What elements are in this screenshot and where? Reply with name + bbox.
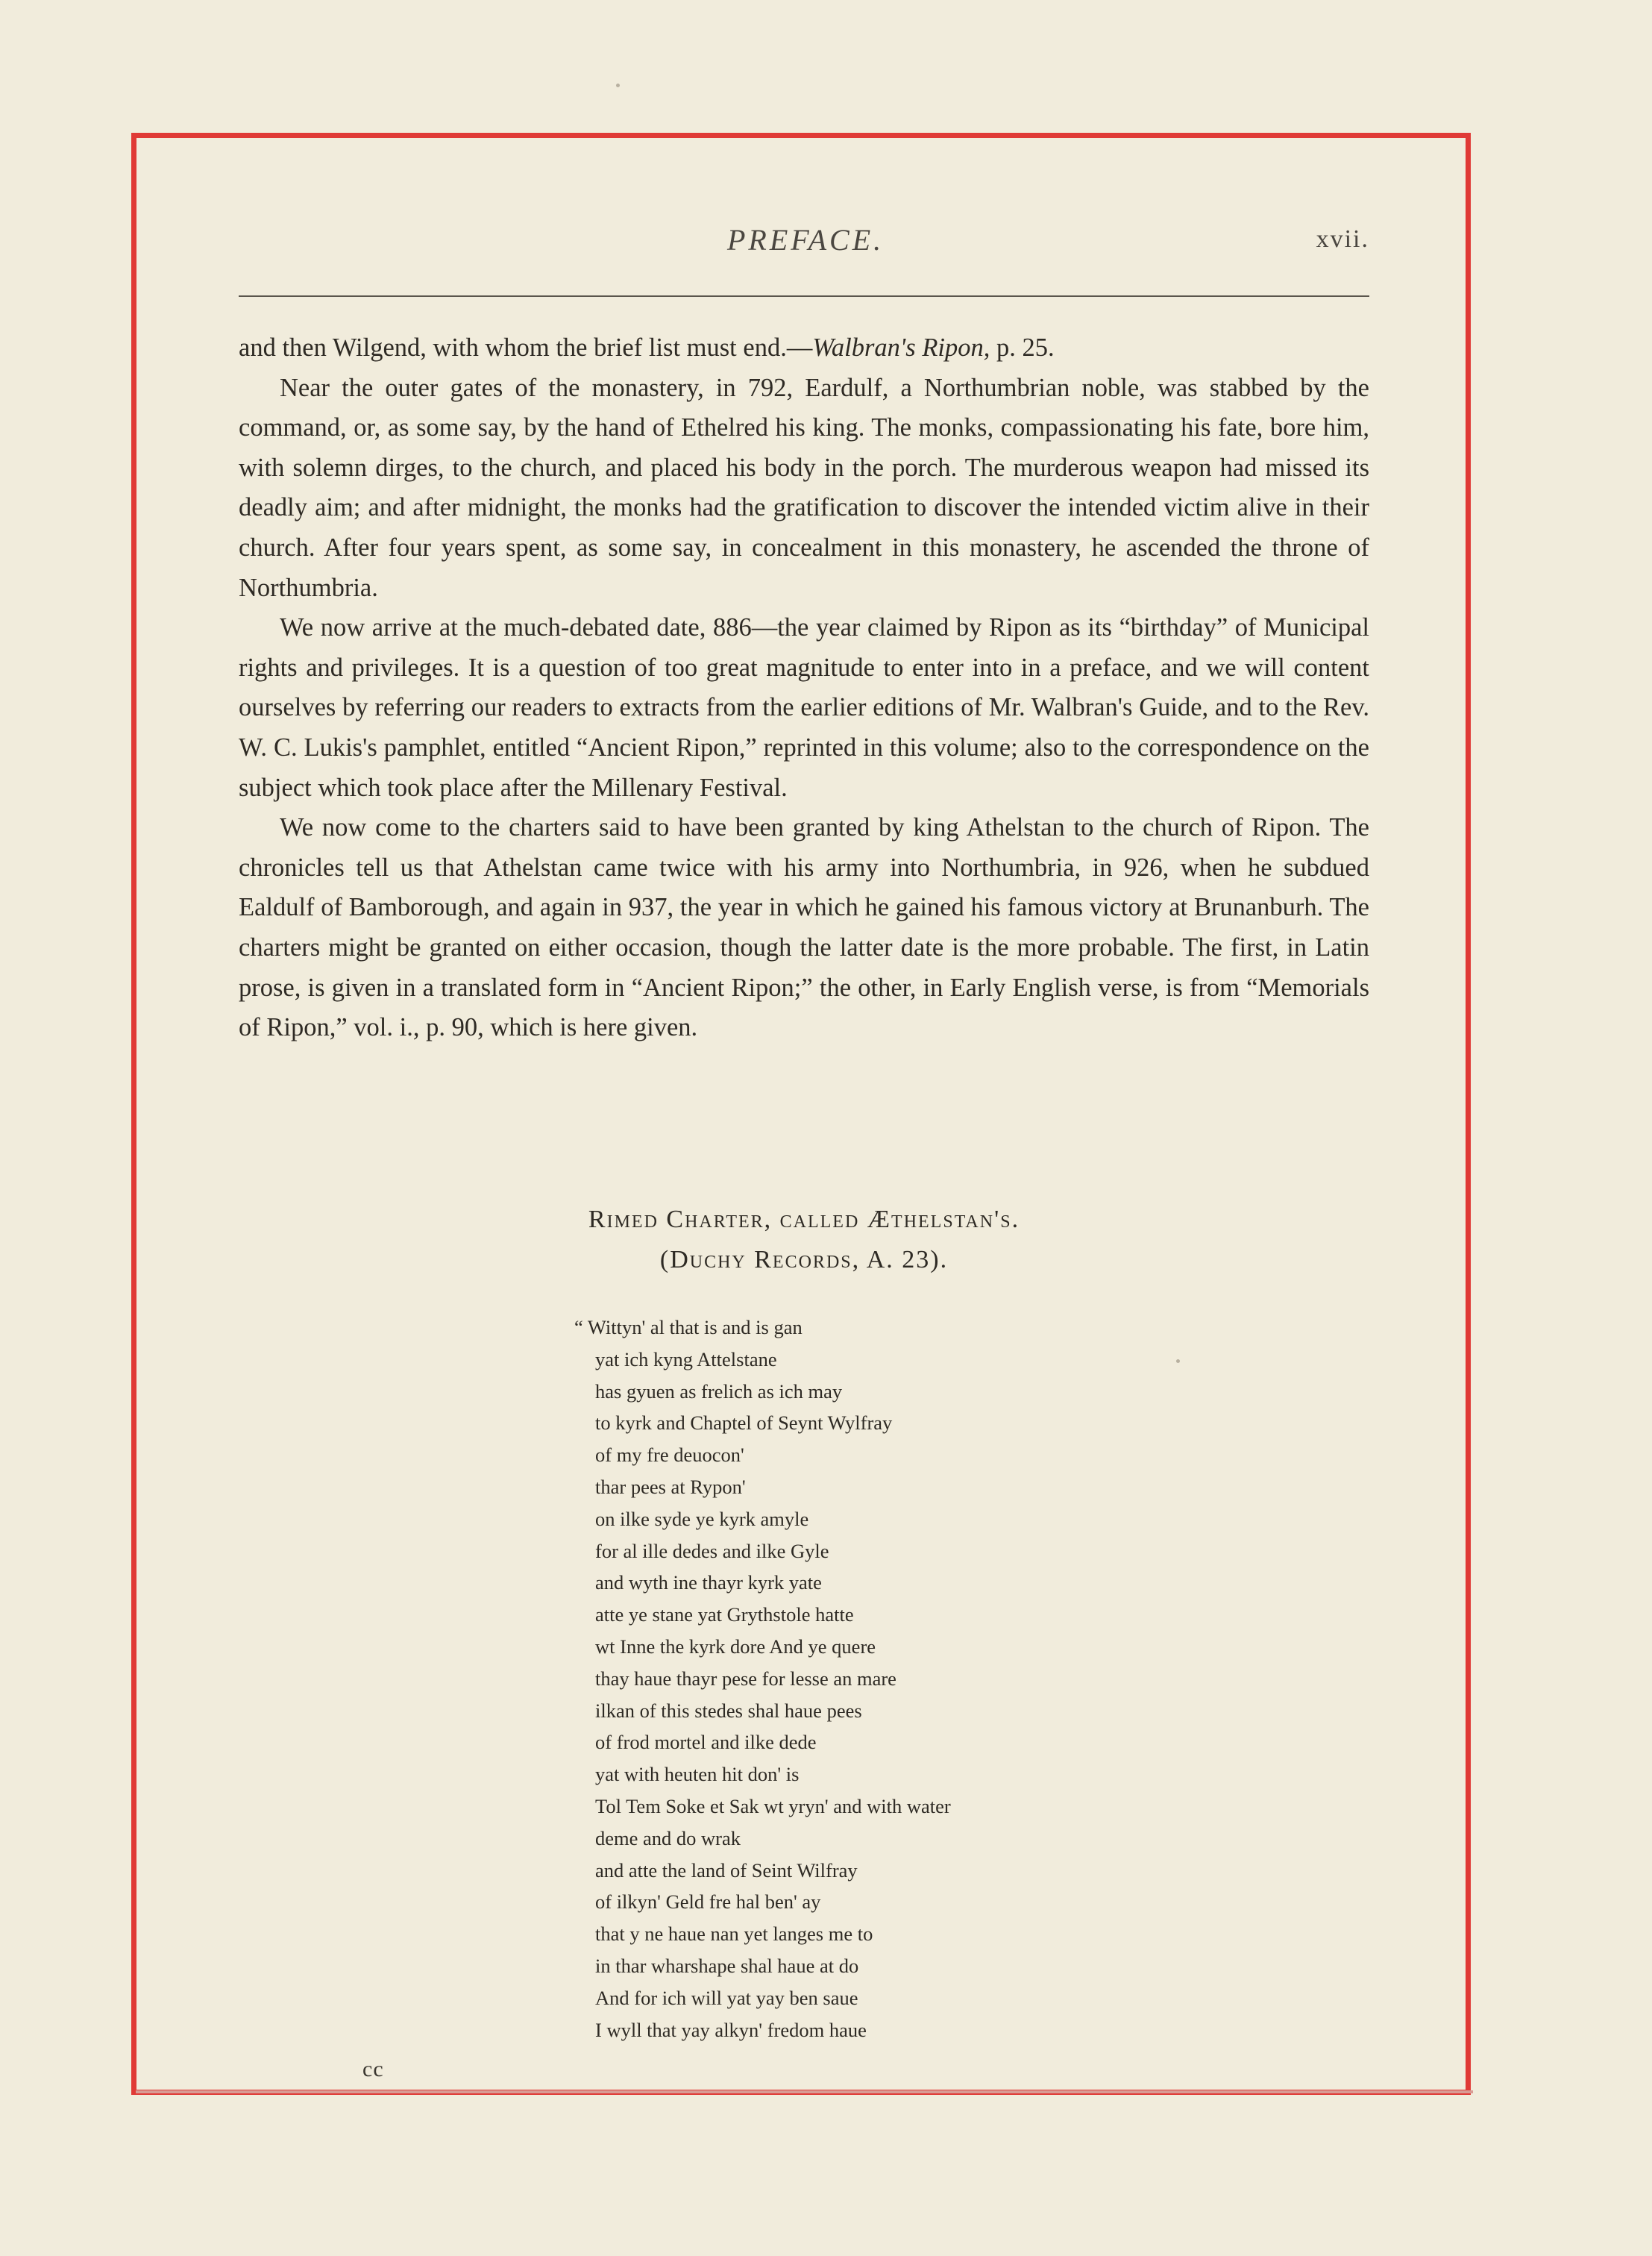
verse-line: yat with heuten hit don' is xyxy=(595,1763,800,1786)
verse-line: I wyll that yay alkyn' fredom haue xyxy=(595,2018,867,2041)
signature-mark: cc xyxy=(362,2057,384,2081)
verse-line: in thar wharshape shal haue at do xyxy=(595,1954,859,1977)
verse-line: has gyuen as frelich as ich may xyxy=(595,1379,843,1403)
verse-line: and wyth ine thayr kyrk yate xyxy=(595,1571,822,1594)
verse-line: on ilke syde ye kyrk amyle xyxy=(595,1507,809,1530)
paragraph-lead: and then Wilgend, with whom the brief list must end.— xyxy=(239,333,813,362)
paragraph-886: We now arrive at the much-debated date, 886—the year claimed by Ripon as its “birthday” of Municipal rights and privileges. It is a question of too great magnitude to enter into in a preface, and we will content ourselves by referring our readers to extracts from the earlier editions of Mr. Walbran's Guide, and to the Rev. W. C. Lukis's pamphlet, entitled “Ancient Ripon,” reprinted in this volume; also to the correspondence on the subject which took place after the Millenary Festival. xyxy=(239,613,1369,802)
verse-line: And for ich will yat yay ben saue xyxy=(595,1986,858,2009)
paragraph-athelstan: We now come to the charters said to have been granted by king Athelstan to the church of Ripon. The chronicles tell us that Athelstan came twice with his army into Northumbria, in 926, when he subdued Ealdulf of Bamborough, and again in 937, the year in which he gained his famous victory at Brunanburh. The charters might be granted on either occasion, though the latter date is the more probable. The first, in Latin prose, is given in a translated form in “Ancient Ripon;” the other, in Early English verse, is from “Memorials of Ripon,” vol. i., p. 90, which is here given. xyxy=(239,813,1369,1042)
verse-line: thar pees at Rypon' xyxy=(595,1475,746,1498)
charter-title: Rimed Charter, called Æthelstan's. xyxy=(588,1206,1020,1233)
verse-line: for al ille dedes and ilke Gyle xyxy=(595,1539,829,1562)
running-head xyxy=(239,222,1369,255)
verse-line: yat ich kyng Attelstane xyxy=(595,1347,777,1370)
verse-line: and atte the land of Seint Wilfray xyxy=(595,1858,858,1881)
verse-line: to kyrk and Chaptel of Seynt Wylfray xyxy=(595,1411,893,1435)
verse-line: of frod mortel and ilke dede xyxy=(595,1731,817,1754)
frame-bottom-shadow xyxy=(136,2090,1473,2093)
charter-source: (Duchy Records, A. 23). xyxy=(659,1246,949,1273)
verse-line: of ilkyn' Geld fre hal ben' ay xyxy=(595,1890,821,1914)
paragraph-eardulf: Near the outer gates of the monastery, in 792, Eardulf, a Northumbrian noble, was stabbed by the command, or, as some say, by the hand of Ethelred his king. The monks, compassionating his fate, bore him, with solemn dirges, to the church, and placed his body in the porch. The murderous weapon had missed its deadly aim; and after midnight, the monks had the gratification to discover the intended victim alive in their church. After four years spent, as some say, in concealment in this monastery, he ascended the throne of Northumbria. xyxy=(239,373,1369,602)
verse-line: of my fre deuocon' xyxy=(595,1444,744,1467)
verse-line: thay haue thayr pese for lesse an mare xyxy=(595,1667,896,1690)
verse-line: deme and do wrak xyxy=(595,1826,741,1849)
verse-line: that y ne haue nan yet langes me to xyxy=(595,1923,873,1946)
body-text xyxy=(239,328,1369,1048)
paper-speck xyxy=(616,84,620,87)
verse-line: atte ye stane yat Grythstole hatte xyxy=(595,1603,854,1626)
citation-italic: Walbran's Ripon, xyxy=(812,333,990,362)
verse-line: Tol Tem Soke et Sak wt yryn' and with water xyxy=(595,1794,951,1817)
citation-page: p. 25. xyxy=(990,333,1055,362)
charter-heading xyxy=(239,1200,1369,1280)
page-title: PREFACE. xyxy=(727,223,885,257)
verse-block xyxy=(574,1312,1246,2046)
verse-line: “ Wittyn' al that is and is gan xyxy=(574,1316,803,1338)
header-rule xyxy=(239,295,1369,297)
verse-line: wt Inne the kyrk dore And ye quere xyxy=(595,1635,876,1658)
page-number: xvii. xyxy=(1316,225,1369,253)
paragraph-continued xyxy=(239,328,1369,369)
verse-line: ilkan of this stedes shal haue pees xyxy=(595,1699,862,1722)
